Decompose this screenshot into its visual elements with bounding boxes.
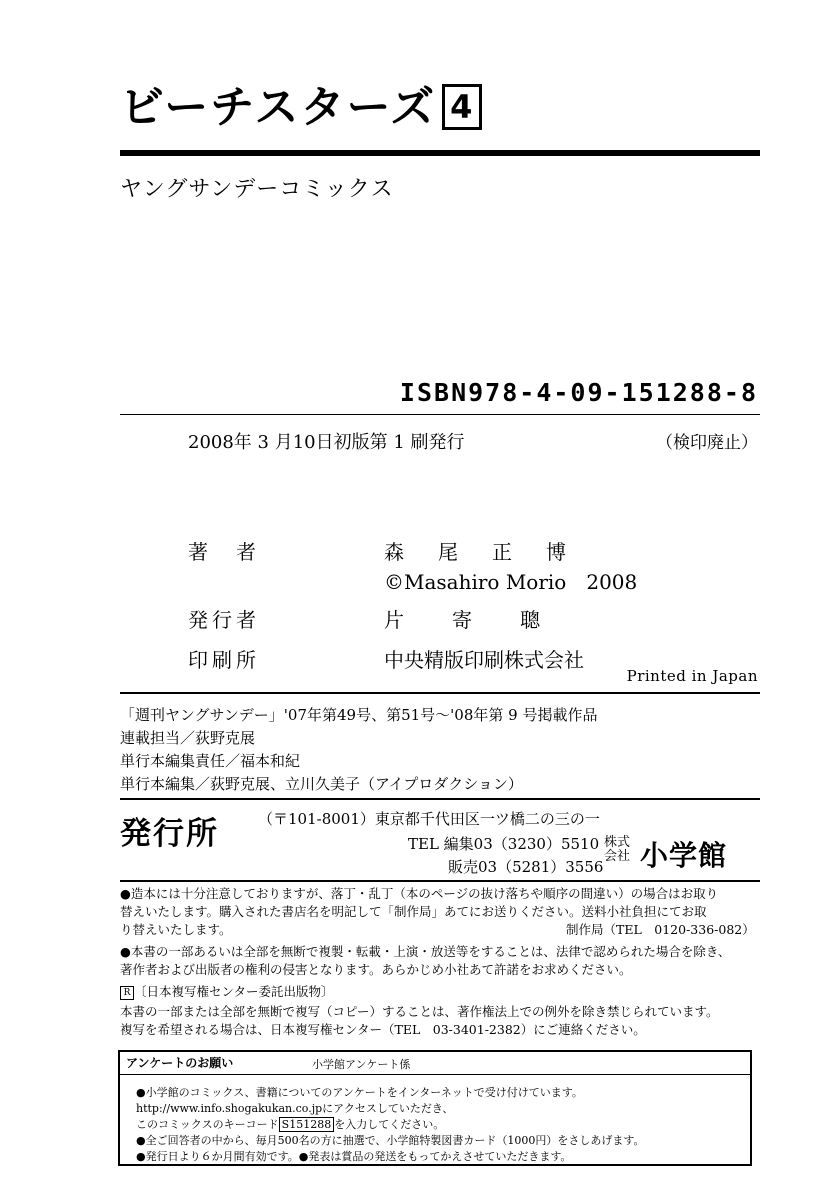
- printer-name: 中央精版印刷株式会社: [384, 648, 584, 672]
- jrrc-heading: [120, 984, 334, 1000]
- volume-number: 4: [442, 84, 482, 130]
- title-text: ビーチスターズ: [120, 82, 437, 133]
- sales-phone: 販売03（5281）3556: [448, 858, 604, 876]
- colophon-rule: [120, 692, 760, 694]
- survey-rule: [120, 1074, 750, 1075]
- seal-waived-note: （検印廃止）: [656, 433, 758, 453]
- title-rule: [120, 150, 760, 156]
- serialization-credit: 「週刊ヤングサンデー」'07年第49号、第51号〜'08年第 9 号掲載作品: [120, 706, 598, 724]
- volume-chief-editor-credit: 単行本編集責任／福本和紀: [120, 752, 301, 770]
- printer-label: 印刷所: [188, 648, 260, 672]
- keycode-prefix: このコミックスのキーコード: [136, 1118, 279, 1131]
- isbn: ISBN978-4-09-151288-8: [399, 378, 758, 407]
- isbn-rule: [120, 414, 760, 415]
- publisher-heading: 発行所: [120, 816, 219, 852]
- copyright-line: ©Masahiro Morio 2008: [384, 570, 638, 594]
- defect-notice-line-2: 替えいたします。購入された書店名を明記して「制作局」あてにお送りください。送料小社負担にてお取: [120, 904, 707, 919]
- printed-in-japan: Printed in Japan: [626, 667, 758, 685]
- editorial-phone: TEL 編集03（3230）5510: [408, 835, 600, 853]
- survey-heading: アンケートのお願い: [126, 1056, 234, 1070]
- survey-keycode-line: [136, 1116, 444, 1132]
- survey-line-5: ●発行日より６か月間有効です。●発表は賞品の発送をもってかえさせていただきます。: [136, 1150, 572, 1163]
- jrrc-r-icon: R: [120, 986, 134, 1000]
- publisher-label: 発行者: [188, 608, 260, 632]
- kabushiki-gaisha-mark: 株式会社: [604, 835, 631, 864]
- publisher-address: （〒101-8001）東京都千代田区一ツ橋二の三の一: [258, 810, 600, 828]
- survey-url-line: http://www.info.shogakukan.co.jpにアクセスしていただき、: [136, 1102, 454, 1115]
- publisher-logo-text: 小学館: [640, 839, 728, 872]
- keycode-suffix: を入力してください。: [334, 1118, 445, 1131]
- imprint-label: ヤングサンデーコミックス: [120, 177, 394, 202]
- copyright-notice-line-1: ●本書の一部あるいは全部を無断で複製・転載・上演・放送等をすることは、法律で認められた場合を除き、: [120, 944, 731, 959]
- publisher-name: 片寄聰: [384, 608, 588, 632]
- production-contact: 制作局（TEL 0120-336-082）: [566, 922, 755, 937]
- volume-editor-credit: 単行本編集／荻野克展、立川久美子（アイプロダクション）: [120, 775, 523, 793]
- survey-line-1: ●小学館のコミックス、書籍についてのアンケートをインターネットで受け付けています。: [136, 1086, 583, 1099]
- defect-notice-line-3: り替えいたします。: [120, 922, 232, 937]
- jrrc-notice-line-1: 本書の一部または全部を無断で複写（コピー）することは、著作権法上での例外を除き禁じられています。: [120, 1004, 719, 1019]
- jrrc-heading-text: 〔日本複写権センター委託出版物〕: [134, 984, 334, 999]
- book-title: [120, 82, 482, 134]
- survey-department: 小学館アンケート係: [312, 1058, 411, 1071]
- key-code: S151288: [279, 1117, 335, 1132]
- survey-line-4: ●全ご回答者の中から、毎月500名の方に抽選で、小学館特製図書カード（1000円）をさしあげます。: [136, 1134, 645, 1147]
- copyright-notice-line-2: 著作者および出版者の権利の侵害となります。あらかじめ小社あて許諾をお求めください。: [120, 962, 632, 977]
- defect-notice-line-1: ●造本には十分注意しておりますが、落丁・乱丁（本のページの抜け落ちや順序の間違い）の場合はお取り: [120, 886, 719, 901]
- author-label: 著 者: [188, 540, 260, 564]
- publisher-rule: [120, 880, 760, 882]
- author-name: 森尾正博: [384, 540, 600, 564]
- jrrc-notice-line-2: 複写を希望される場合は、日本複写権センター（TEL 03-3401-2382）にご連絡ください。: [120, 1022, 646, 1037]
- serial-editor-credit: 連載担当／荻野克展: [120, 729, 256, 747]
- publication-date: 2008年 3 月10日初版第 1 刷発行: [188, 432, 465, 453]
- credits-rule: [120, 798, 760, 800]
